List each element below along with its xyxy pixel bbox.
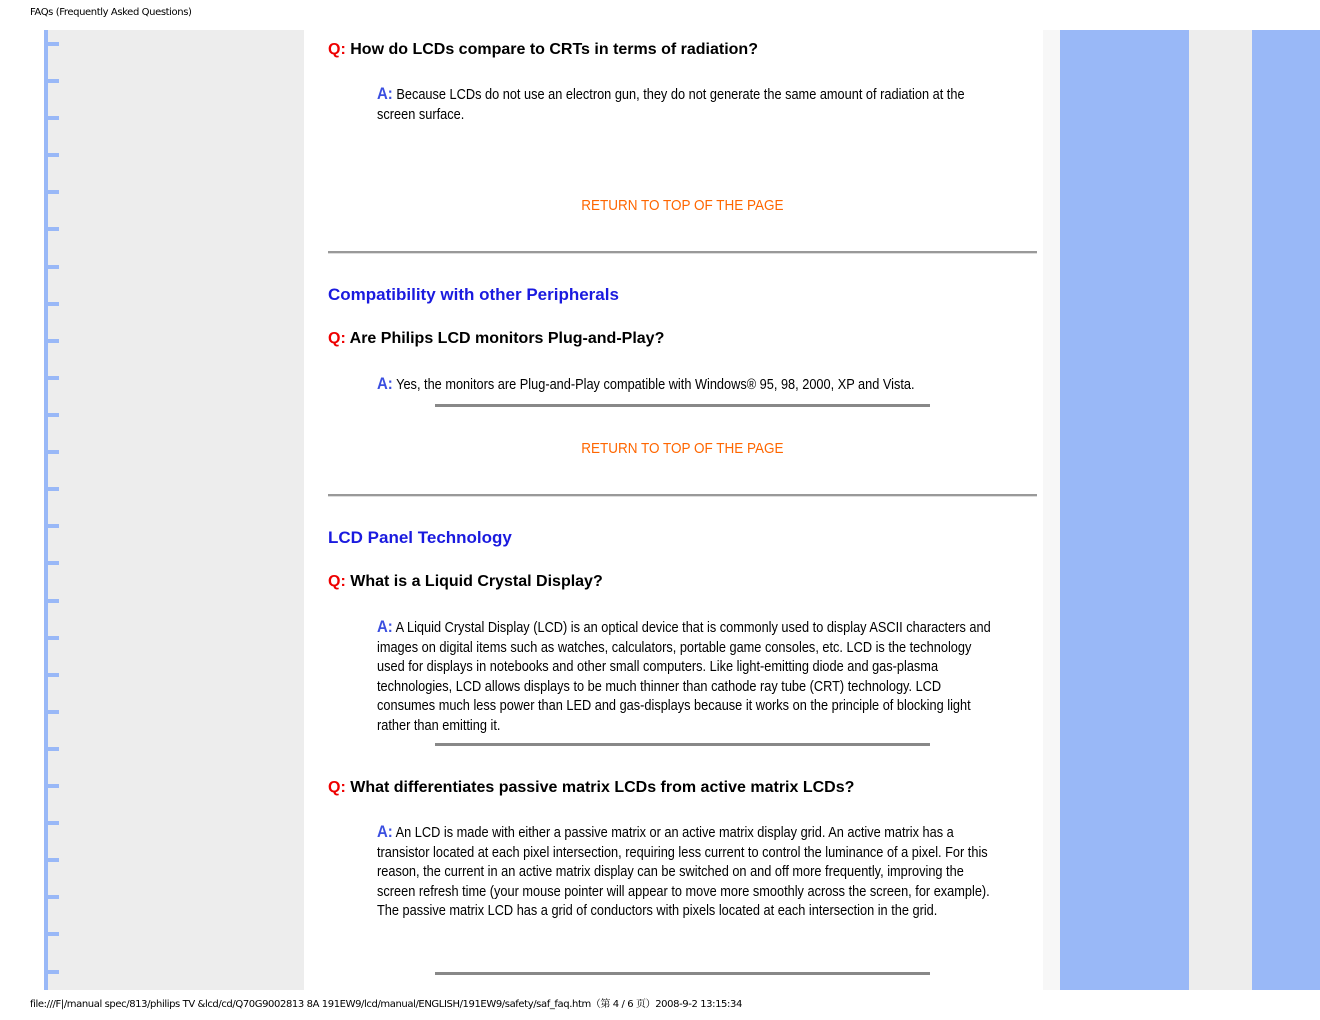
question-label: Q: (328, 573, 346, 590)
answer-passive-vs-active (377, 822, 993, 922)
rail-tick (44, 970, 59, 974)
rail-tick (44, 524, 59, 528)
question-passive-vs-active (328, 779, 854, 797)
rail-tick (44, 302, 59, 306)
rail-tick (44, 747, 59, 751)
question-what-is-lcd (328, 573, 603, 591)
question-text: Are Philips LCD monitors Plug-and-Play? (349, 330, 665, 347)
rail-tick (44, 376, 59, 380)
rail-tick (44, 79, 59, 83)
rail-tick (44, 413, 59, 417)
rail-tick (44, 710, 59, 714)
rail-tick (44, 821, 59, 825)
right-blue-column (1060, 30, 1189, 990)
answer-text: A Liquid Crystal Display (LCD) is an optical device that is commonly used to display ASCII characters and images on digital items such as watches, calculators, portable game consoles, etc. LCD is the technology used for displays in notebooks and other small computers. Like light-emitting diode and gas-plasma technologies, LCD allows displays to be much thinner than cathode ray tube (CRT) technology. LCD consumes much less power than LED and gas-displays because it works on the principle of blocking light rather than emitting it. (377, 620, 991, 734)
question-text: How do LCDs compare to CRTs in terms of radiation? (350, 41, 758, 58)
question-text: What differentiates passive matrix LCDs from active matrix LCDs? (350, 779, 855, 796)
question-label: Q: (328, 41, 346, 58)
section-title-lcd-panel: LCD Panel Technology (328, 528, 512, 547)
return-to-top-link[interactable]: RETURN TO TOP OF THE PAGE (581, 440, 784, 457)
answer-divider (435, 743, 930, 746)
answer-text: Because LCDs do not use an electron gun, they do not generate the same amount of radiation at the screen surface. (377, 87, 965, 123)
rail-tick (44, 599, 59, 603)
page-footer: file:///F|/manual spec/813/philips TV &lcd/cd/Q70G9002813 8A 191EW9/lcd/manual/ENGLISH/191EW9/safety/saf_faq.htm（第 4 / 6 页）2008-9-2 13:15:34 (30, 999, 742, 1010)
question-label: Q: (328, 330, 346, 347)
rail-tick (44, 450, 59, 454)
rail-tick (44, 784, 59, 788)
answer-what-is-lcd (377, 617, 993, 736)
answer-plug-and-play (377, 374, 993, 396)
rail-tick (44, 153, 59, 157)
rail-tick (44, 116, 59, 120)
answer-text: Yes, the monitors are Plug-and-Play compatible with Windows® 95, 98, 2000, XP and Vista. (396, 377, 915, 393)
answer-radiation (377, 84, 993, 125)
rail-tick (44, 42, 59, 46)
question-label: Q: (328, 779, 346, 796)
answer-divider (435, 404, 930, 407)
rail-tick (44, 895, 59, 899)
page-header: FAQs (Frequently Asked Questions) (30, 7, 192, 18)
right-gutter (1043, 30, 1060, 990)
answer-label: A: (377, 617, 393, 636)
rail-tick (44, 858, 59, 862)
answer-divider (435, 972, 930, 975)
right-gray-column (1189, 30, 1252, 990)
section-divider (328, 494, 1037, 497)
question-radiation (328, 41, 758, 59)
answer-text: An LCD is made with either a passive matrix or an active matrix display grid. An active matrix has a transistor located at each pixel intersection, requiring less current to control the luminance of a pixel. For this reason, the current in an active matrix display can be switched on and off more frequently, improving the screen refresh time (your mouse pointer will appear to move more smoothly across the screen, for example). The passive matrix LCD has a grid of conductors with pixels located at each intersection in the grid. (377, 825, 990, 919)
right-blue-column-outer (1252, 30, 1320, 990)
section-title-compatibility: Compatibility with other Peripherals (328, 285, 619, 304)
rail-tick (44, 673, 59, 677)
left-rail (44, 30, 48, 990)
rail-tick (44, 932, 59, 936)
question-plug-and-play (328, 330, 664, 348)
answer-label: A: (377, 374, 393, 393)
left-side-panel (48, 30, 304, 990)
rail-tick (44, 339, 59, 343)
rail-tick (44, 265, 59, 269)
answer-label: A: (377, 822, 393, 841)
rail-tick (44, 636, 59, 640)
rail-tick (44, 190, 59, 194)
question-text: What is a Liquid Crystal Display? (350, 573, 603, 590)
rail-tick (44, 487, 59, 491)
answer-label: A: (377, 84, 393, 103)
section-divider (328, 251, 1037, 254)
rail-tick (44, 561, 59, 565)
rail-tick (44, 227, 59, 231)
return-to-top-link[interactable]: RETURN TO TOP OF THE PAGE (581, 197, 784, 214)
